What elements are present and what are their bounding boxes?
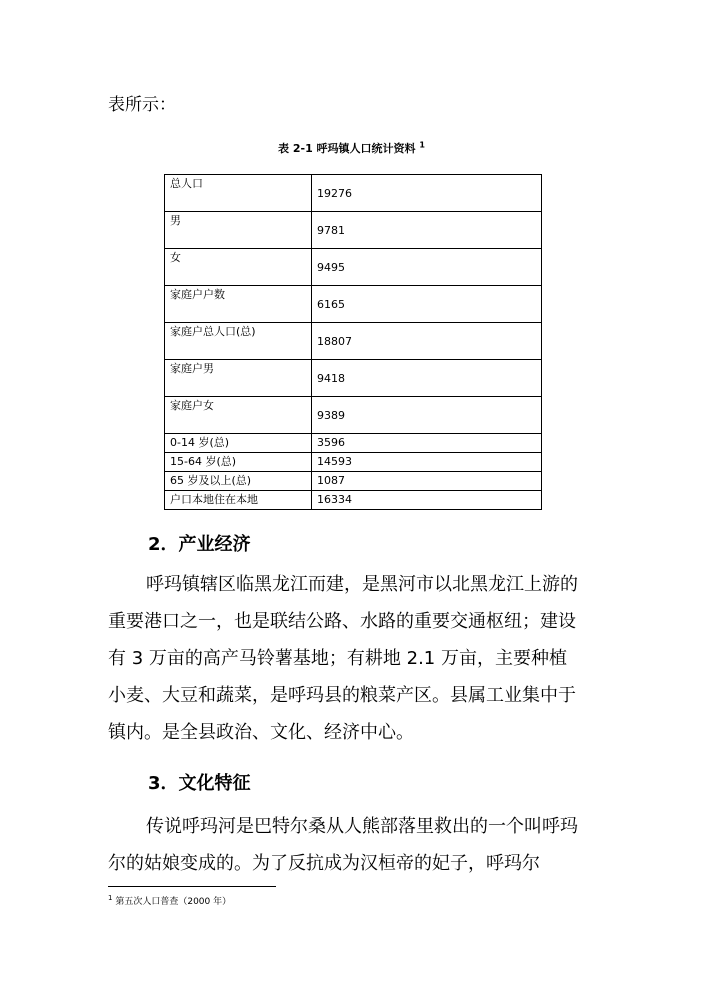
table-row bbox=[165, 360, 542, 397]
table-row bbox=[165, 286, 542, 323]
table-row bbox=[165, 472, 542, 491]
row-value: 9418 bbox=[312, 360, 542, 397]
section-heading-culture: 3．文化特征 bbox=[148, 773, 251, 794]
table-row bbox=[165, 397, 542, 434]
footnote-divider bbox=[108, 886, 276, 887]
intro-text: 表所示： bbox=[108, 95, 176, 115]
row-value: 6165 bbox=[312, 286, 542, 323]
row-label: 家庭户总人口(总) bbox=[165, 323, 312, 360]
row-label: 户口本地住在本地 bbox=[165, 491, 312, 510]
row-value: 9389 bbox=[312, 397, 542, 434]
row-label: 65 岁及以上(总) bbox=[165, 472, 312, 491]
row-value: 18807 bbox=[312, 323, 542, 360]
caption-footnote-ref: 1 bbox=[419, 140, 425, 150]
footnote bbox=[108, 894, 231, 907]
table-caption-text: 表 2-1 呼玛镇人口统计资料 bbox=[278, 142, 416, 155]
footnote-text: 第五次人口普查（2000 年） bbox=[115, 897, 232, 907]
row-value: 1087 bbox=[312, 472, 542, 491]
population-table bbox=[164, 174, 542, 510]
row-value: 14593 bbox=[312, 453, 542, 472]
row-value: 19276 bbox=[312, 175, 542, 212]
paragraph-text: 传说呼玛河是巴特尔桑从人熊部落里救出的一个叫呼玛尔的姑娘变成的。为了反抗成为汉桓帝的妃子，呼玛尔 bbox=[108, 816, 578, 874]
table-row bbox=[165, 323, 542, 360]
row-value: 9781 bbox=[312, 212, 542, 249]
table-row bbox=[165, 249, 542, 286]
paragraph-text: 呼玛镇辖区临黑龙江而建，是黑河市以北黑龙江上游的重要港口之一，也是联结公路、水路的重要交通枢纽；建设有 3 万亩的高产马铃薯基地；有耕地 2.1 万亩，主要种植小麦、大豆和蔬菜，是呼玛县的粮菜产区。县属工业集中于镇内。是全县政治、文化、经济中心。 bbox=[108, 574, 578, 743]
row-value: 9495 bbox=[312, 249, 542, 286]
table-row bbox=[165, 491, 542, 510]
row-label: 15-64 岁(总) bbox=[165, 453, 312, 472]
table-row bbox=[165, 212, 542, 249]
section-paragraph-culture bbox=[108, 808, 584, 882]
row-value: 3596 bbox=[312, 434, 542, 453]
row-label: 男 bbox=[165, 212, 312, 249]
row-value: 16334 bbox=[312, 491, 542, 510]
row-label: 家庭户女 bbox=[165, 397, 312, 434]
table-row bbox=[165, 175, 542, 212]
footnote-marker: 1 bbox=[108, 894, 113, 902]
section-paragraph-industry bbox=[108, 566, 584, 751]
table-row bbox=[165, 434, 542, 453]
table-row bbox=[165, 453, 542, 472]
table-caption bbox=[0, 140, 703, 156]
row-label: 家庭户户数 bbox=[165, 286, 312, 323]
row-label: 0-14 岁(总) bbox=[165, 434, 312, 453]
row-label: 女 bbox=[165, 249, 312, 286]
section-heading-industry: 2．产业经济 bbox=[148, 534, 251, 555]
row-label: 家庭户男 bbox=[165, 360, 312, 397]
row-label: 总人口 bbox=[165, 175, 312, 212]
